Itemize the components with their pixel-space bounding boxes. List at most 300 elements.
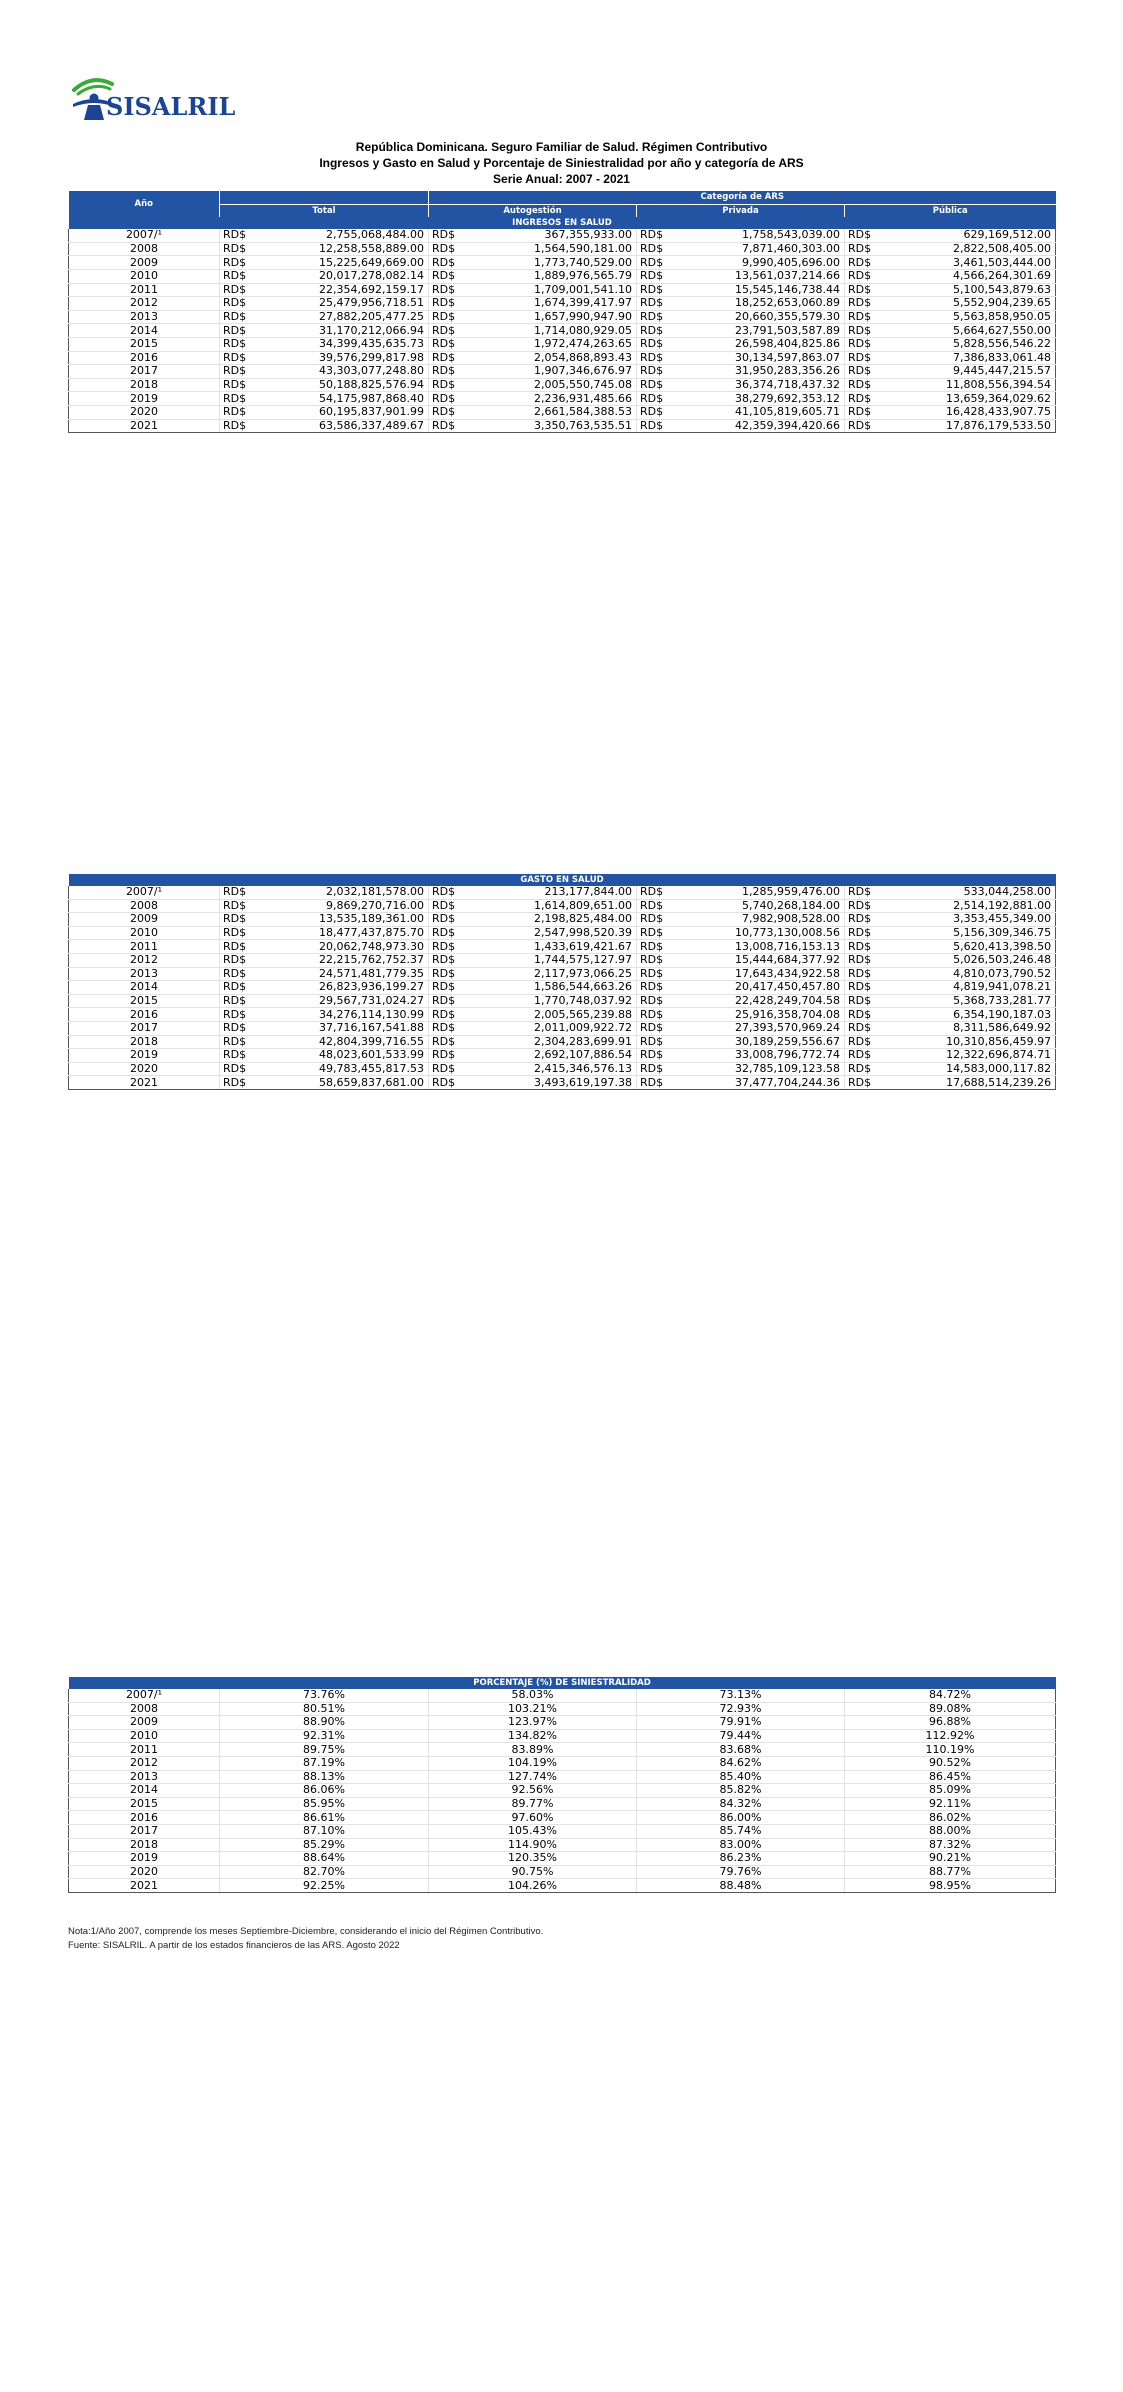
autogestion-cell: 1,586,544,663.26: [471, 981, 637, 995]
year-cell: 2009: [69, 1716, 220, 1730]
autogestion-pct-cell: 103.21%: [429, 1702, 637, 1716]
currency-cell: RD$: [429, 1076, 471, 1090]
year-cell: 2016: [69, 351, 220, 365]
year-cell: 2014: [69, 324, 220, 338]
title-line-1: República Dominicana. Seguro Familiar de Salud. Régimen Contributivo: [355, 140, 768, 154]
autogestion-pct-cell: 134.82%: [429, 1729, 637, 1743]
year-cell: 2013: [69, 1770, 220, 1784]
privada-cell: 30,134,597,863.07: [679, 351, 845, 365]
currency-cell: RD$: [637, 1035, 679, 1049]
table-row: [69, 283, 1056, 297]
autogestion-cell: 1,614,809,651.00: [471, 899, 637, 913]
autogestion-cell: 2,117,973,066.25: [471, 967, 637, 981]
currency-cell: RD$: [429, 1049, 471, 1063]
total-cell: 50,188,825,576.94: [262, 378, 429, 392]
privada-cell: 15,545,146,738.44: [679, 283, 845, 297]
year-cell: 2017: [69, 1824, 220, 1838]
table-row: [69, 1879, 1056, 1893]
table-row: [69, 1824, 1056, 1838]
autogestion-header: Autogestión: [429, 204, 637, 217]
table-row: [69, 953, 1056, 967]
total-cell: 15,225,649,669.00: [262, 256, 429, 270]
table-row: [69, 405, 1056, 419]
currency-cell: RD$: [220, 229, 262, 242]
total-pct-cell: 86.06%: [220, 1784, 429, 1798]
currency-cell: RD$: [637, 337, 679, 351]
table-row: [69, 229, 1056, 242]
total-pct-cell: 92.31%: [220, 1729, 429, 1743]
currency-cell: RD$: [429, 256, 471, 270]
report-title: [68, 139, 1055, 187]
currency-cell: RD$: [845, 926, 887, 940]
table-row: [69, 1770, 1056, 1784]
privada-pct-cell: 86.23%: [637, 1852, 845, 1866]
currency-cell: RD$: [220, 1008, 262, 1022]
currency-cell: RD$: [429, 1008, 471, 1022]
currency-cell: RD$: [637, 899, 679, 913]
currency-cell: RD$: [845, 378, 887, 392]
year-cell: 2016: [69, 1811, 220, 1825]
currency-cell: RD$: [637, 1008, 679, 1022]
publica-pct-cell: 112.92%: [845, 1729, 1056, 1743]
currency-cell: RD$: [845, 1021, 887, 1035]
table-row: [69, 269, 1056, 283]
autogestion-cell: 3,350,763,535.51: [471, 419, 637, 433]
table-row: [69, 242, 1056, 256]
currency-cell: RD$: [845, 967, 887, 981]
ingresos-table: [68, 191, 1056, 433]
currency-cell: RD$: [429, 994, 471, 1008]
currency-cell: RD$: [429, 283, 471, 297]
currency-cell: RD$: [429, 886, 471, 899]
autogestion-cell: 1,674,399,417.97: [471, 297, 637, 311]
currency-cell: RD$: [429, 310, 471, 324]
currency-cell: RD$: [845, 310, 887, 324]
currency-cell: RD$: [220, 392, 262, 406]
table-row: [69, 913, 1056, 927]
privada-cell: 7,982,908,528.00: [679, 913, 845, 927]
currency-cell: RD$: [429, 913, 471, 927]
autogestion-pct-cell: 120.35%: [429, 1852, 637, 1866]
currency-cell: RD$: [845, 1035, 887, 1049]
currency-cell: RD$: [637, 953, 679, 967]
currency-cell: RD$: [429, 419, 471, 433]
currency-cell: RD$: [637, 926, 679, 940]
currency-cell: RD$: [637, 283, 679, 297]
autogestion-pct-cell: 104.26%: [429, 1879, 637, 1893]
total-cell: 43,303,077,248.80: [262, 365, 429, 379]
currency-cell: RD$: [845, 297, 887, 311]
siniestralidad-table: [68, 1677, 1056, 1893]
total-cell: 63,586,337,489.67: [262, 419, 429, 433]
currency-cell: RD$: [220, 899, 262, 913]
publica-pct-cell: 86.02%: [845, 1811, 1056, 1825]
currency-cell: RD$: [220, 886, 262, 899]
note-text: Nota:1/Año 2007, comprende los meses Septiembre-Diciembre, considerando el inicio del Régimen Contributivo.: [68, 1926, 544, 1937]
publica-pct-cell: 85.09%: [845, 1784, 1056, 1798]
table-row: [69, 392, 1056, 406]
table-row: [69, 310, 1056, 324]
currency-cell: RD$: [429, 1021, 471, 1035]
autogestion-cell: 1,714,080,929.05: [471, 324, 637, 338]
table-row: [69, 1689, 1056, 1702]
currency-cell: RD$: [845, 351, 887, 365]
table-row: [69, 337, 1056, 351]
publica-cell: 11,808,556,394.54: [887, 378, 1056, 392]
currency-cell: RD$: [637, 419, 679, 433]
autogestion-cell: 2,236,931,485.66: [471, 392, 637, 406]
table-row: [69, 365, 1056, 379]
privada-cell: 30,189,259,556.67: [679, 1035, 845, 1049]
currency-cell: RD$: [429, 926, 471, 940]
autogestion-pct-cell: 58.03%: [429, 1689, 637, 1702]
publica-pct-cell: 86.45%: [845, 1770, 1056, 1784]
total-pct-cell: 87.19%: [220, 1756, 429, 1770]
currency-cell: RD$: [220, 940, 262, 954]
currency-cell: RD$: [637, 392, 679, 406]
year-cell: 2012: [69, 953, 220, 967]
currency-cell: RD$: [845, 1062, 887, 1076]
total-cell: 60,195,837,901.99: [262, 405, 429, 419]
privada-pct-cell: 85.82%: [637, 1784, 845, 1798]
total-pct-cell: 73.76%: [220, 1689, 429, 1702]
autogestion-cell: 2,415,346,576.13: [471, 1062, 637, 1076]
year-cell: 2009: [69, 913, 220, 927]
year-cell: 2020: [69, 405, 220, 419]
currency-cell: RD$: [637, 1076, 679, 1090]
table-row: [69, 1838, 1056, 1852]
privada-cell: 17,643,434,922.58: [679, 967, 845, 981]
table-row: [69, 1062, 1056, 1076]
currency-cell: RD$: [845, 886, 887, 899]
total-cell: 54,175,987,868.40: [262, 392, 429, 406]
table-row: [69, 1702, 1056, 1716]
table-row: [69, 1852, 1056, 1866]
privada-pct-cell: 86.00%: [637, 1811, 845, 1825]
currency-cell: RD$: [637, 994, 679, 1008]
currency-cell: RD$: [429, 392, 471, 406]
year-cell: 2010: [69, 1729, 220, 1743]
year-cell: 2008: [69, 1702, 220, 1716]
currency-cell: RD$: [845, 899, 887, 913]
publica-cell: 2,822,508,405.00: [887, 242, 1056, 256]
year-cell: 2017: [69, 365, 220, 379]
publica-pct-cell: 96.88%: [845, 1716, 1056, 1730]
year-cell: 2013: [69, 967, 220, 981]
total-cell: 26,823,936,199.27: [262, 981, 429, 995]
table-row: [69, 324, 1056, 338]
table-row: [69, 1716, 1056, 1730]
publica-cell: 17,876,179,533.50: [887, 419, 1056, 433]
total-cell: 13,535,189,361.00: [262, 913, 429, 927]
autogestion-pct-cell: 92.56%: [429, 1784, 637, 1798]
privada-pct-cell: 83.68%: [637, 1743, 845, 1757]
table-row: [69, 926, 1056, 940]
year-cell: 2014: [69, 981, 220, 995]
currency-cell: RD$: [220, 351, 262, 365]
currency-cell: RD$: [845, 229, 887, 242]
year-cell: 2019: [69, 392, 220, 406]
autogestion-cell: 1,744,575,127.97: [471, 953, 637, 967]
year-header: Año: [69, 191, 220, 217]
year-cell: 2014: [69, 1784, 220, 1798]
publica-cell: 3,353,455,349.00: [887, 913, 1056, 927]
currency-cell: RD$: [220, 378, 262, 392]
title-line-2: Ingresos y Gasto en Salud y Porcentaje de Siniestralidad por año y categoría de ARS: [319, 156, 804, 170]
gasto-table: [68, 874, 1056, 1090]
privada-cell: 13,561,037,214.66: [679, 269, 845, 283]
publica-pct-cell: 110.19%: [845, 1743, 1056, 1757]
autogestion-pct-cell: 90.75%: [429, 1865, 637, 1879]
total-cell: 18,477,437,875.70: [262, 926, 429, 940]
publica-pct-cell: 89.08%: [845, 1702, 1056, 1716]
year-cell: 2011: [69, 283, 220, 297]
currency-cell: RD$: [220, 1021, 262, 1035]
privada-pct-cell: 72.93%: [637, 1702, 845, 1716]
privada-header: Privada: [637, 204, 845, 217]
publica-pct-cell: 88.77%: [845, 1865, 1056, 1879]
publica-cell: 5,368,733,281.77: [887, 994, 1056, 1008]
privada-cell: 1,285,959,476.00: [679, 886, 845, 899]
year-cell: 2020: [69, 1062, 220, 1076]
autogestion-cell: 1,709,001,541.10: [471, 283, 637, 297]
currency-cell: RD$: [220, 1035, 262, 1049]
autogestion-cell: 1,564,590,181.00: [471, 242, 637, 256]
privada-cell: 5,740,268,184.00: [679, 899, 845, 913]
publica-cell: 6,354,190,187.03: [887, 1008, 1056, 1022]
currency-cell: RD$: [637, 1062, 679, 1076]
privada-cell: 20,660,355,579.30: [679, 310, 845, 324]
privada-pct-cell: 85.40%: [637, 1770, 845, 1784]
privada-pct-cell: 79.76%: [637, 1865, 845, 1879]
publica-cell: 5,156,309,346.75: [887, 926, 1056, 940]
privada-cell: 36,374,718,437.32: [679, 378, 845, 392]
year-cell: 2007/¹: [69, 886, 220, 899]
autogestion-cell: 1,773,740,529.00: [471, 256, 637, 270]
currency-cell: RD$: [845, 365, 887, 379]
table-row: [69, 297, 1056, 311]
total-pct-cell: 87.10%: [220, 1824, 429, 1838]
table-row: [69, 1021, 1056, 1035]
notes: [68, 1925, 543, 1953]
total-pct-cell: 85.95%: [220, 1797, 429, 1811]
privada-cell: 37,477,704,244.36: [679, 1076, 845, 1090]
table-row: [69, 1797, 1056, 1811]
year-cell: 2008: [69, 242, 220, 256]
currency-cell: RD$: [220, 967, 262, 981]
currency-cell: RD$: [220, 256, 262, 270]
publica-cell: 8,311,586,649.92: [887, 1021, 1056, 1035]
privada-cell: 31,950,283,356.26: [679, 365, 845, 379]
total-cell: 24,571,481,779.35: [262, 967, 429, 981]
publica-cell: 4,566,264,301.69: [887, 269, 1056, 283]
total-pct-cell: 82.70%: [220, 1865, 429, 1879]
publica-cell: 14,583,000,117.82: [887, 1062, 1056, 1076]
autogestion-pct-cell: 127.74%: [429, 1770, 637, 1784]
currency-cell: RD$: [220, 405, 262, 419]
category-header: Categoría de ARS: [429, 191, 1056, 204]
currency-cell: RD$: [429, 337, 471, 351]
privada-pct-cell: 85.74%: [637, 1824, 845, 1838]
table-row: [69, 899, 1056, 913]
privada-cell: 22,428,249,704.58: [679, 994, 845, 1008]
total-cell: 29,567,731,024.27: [262, 994, 429, 1008]
currency-cell: RD$: [845, 283, 887, 297]
currency-cell: RD$: [845, 337, 887, 351]
currency-cell: RD$: [845, 913, 887, 927]
autogestion-pct-cell: 123.97%: [429, 1716, 637, 1730]
currency-cell: RD$: [637, 351, 679, 365]
section-title: GASTO EN SALUD: [69, 874, 1056, 886]
publica-cell: 5,828,556,546.22: [887, 337, 1056, 351]
currency-cell: RD$: [220, 269, 262, 283]
total-cell: 2,032,181,578.00: [262, 886, 429, 899]
year-cell: 2009: [69, 256, 220, 270]
section-title: INGRESOS EN SALUD: [69, 217, 1056, 229]
privada-cell: 7,871,460,303.00: [679, 242, 845, 256]
privada-cell: 18,252,653,060.89: [679, 297, 845, 311]
publica-cell: 5,100,543,879.63: [887, 283, 1056, 297]
currency-cell: RD$: [637, 297, 679, 311]
currency-cell: RD$: [637, 981, 679, 995]
autogestion-cell: 3,493,619,197.38: [471, 1076, 637, 1090]
privada-cell: 33,008,796,772.74: [679, 1049, 845, 1063]
total-cell: 27,882,205,477.25: [262, 310, 429, 324]
autogestion-cell: 1,433,619,421.67: [471, 940, 637, 954]
currency-cell: RD$: [429, 1035, 471, 1049]
total-cell: 49,783,455,817.53: [262, 1062, 429, 1076]
table-row: [69, 1729, 1056, 1743]
privada-cell: 9,990,405,696.00: [679, 256, 845, 270]
currency-cell: RD$: [429, 365, 471, 379]
table-row: [69, 1756, 1056, 1770]
privada-cell: 27,393,570,969.24: [679, 1021, 845, 1035]
total-cell: 37,716,167,541.88: [262, 1021, 429, 1035]
currency-cell: RD$: [637, 886, 679, 899]
currency-cell: RD$: [220, 1062, 262, 1076]
currency-cell: RD$: [429, 981, 471, 995]
autogestion-pct-cell: 89.77%: [429, 1797, 637, 1811]
currency-cell: RD$: [637, 269, 679, 283]
privada-cell: 15,444,684,377.92: [679, 953, 845, 967]
total-cell: 34,399,435,635.73: [262, 337, 429, 351]
total-cell: 31,170,212,066.94: [262, 324, 429, 338]
year-cell: 2015: [69, 1797, 220, 1811]
autogestion-cell: 2,011,009,922.72: [471, 1021, 637, 1035]
currency-cell: RD$: [220, 981, 262, 995]
year-cell: 2015: [69, 994, 220, 1008]
autogestion-cell: 2,692,107,886.54: [471, 1049, 637, 1063]
currency-cell: RD$: [845, 940, 887, 954]
currency-cell: RD$: [637, 365, 679, 379]
year-cell: 2017: [69, 1021, 220, 1035]
currency-cell: RD$: [429, 940, 471, 954]
total-pct-cell: 88.90%: [220, 1716, 429, 1730]
privada-cell: 1,758,543,039.00: [679, 229, 845, 242]
currency-cell: RD$: [845, 1049, 887, 1063]
total-pct-cell: 88.64%: [220, 1852, 429, 1866]
table-row: [69, 886, 1056, 899]
table-row: [69, 351, 1056, 365]
publica-cell: 3,461,503,444.00: [887, 256, 1056, 270]
publica-pct-cell: 92.11%: [845, 1797, 1056, 1811]
currency-cell: RD$: [637, 940, 679, 954]
currency-cell: RD$: [220, 953, 262, 967]
year-cell: 2007/¹: [69, 1689, 220, 1702]
publica-cell: 9,445,447,215.57: [887, 365, 1056, 379]
autogestion-cell: 1,972,474,263.65: [471, 337, 637, 351]
currency-cell: RD$: [429, 242, 471, 256]
publica-pct-cell: 84.72%: [845, 1689, 1056, 1702]
privada-cell: 42,359,394,420.66: [679, 419, 845, 433]
currency-cell: RD$: [845, 256, 887, 270]
currency-cell: RD$: [220, 337, 262, 351]
currency-cell: RD$: [637, 229, 679, 242]
publica-cell: 4,819,941,078.21: [887, 981, 1056, 995]
privada-pct-cell: 79.44%: [637, 1729, 845, 1743]
autogestion-cell: 2,054,868,893.43: [471, 351, 637, 365]
total-pct-cell: 86.61%: [220, 1811, 429, 1825]
currency-cell: RD$: [429, 899, 471, 913]
privada-pct-cell: 84.32%: [637, 1797, 845, 1811]
publica-cell: 4,810,073,790.52: [887, 967, 1056, 981]
currency-cell: RD$: [220, 242, 262, 256]
currency-cell: RD$: [637, 967, 679, 981]
autogestion-cell: 213,177,844.00: [471, 886, 637, 899]
publica-cell: 5,563,858,950.05: [887, 310, 1056, 324]
currency-cell: RD$: [845, 1008, 887, 1022]
currency-cell: RD$: [845, 981, 887, 995]
year-cell: 2016: [69, 1008, 220, 1022]
currency-cell: RD$: [845, 419, 887, 433]
privada-cell: 26,598,404,825.86: [679, 337, 845, 351]
currency-cell: RD$: [845, 994, 887, 1008]
privada-cell: 10,773,130,008.56: [679, 926, 845, 940]
currency-cell: RD$: [429, 351, 471, 365]
currency-cell: RD$: [845, 405, 887, 419]
publica-cell: 13,659,364,029.62: [887, 392, 1056, 406]
year-cell: 2021: [69, 419, 220, 433]
currency-cell: RD$: [220, 324, 262, 338]
currency-cell: RD$: [220, 297, 262, 311]
currency-cell: RD$: [220, 310, 262, 324]
currency-cell: RD$: [429, 405, 471, 419]
currency-cell: RD$: [220, 1049, 262, 1063]
currency-cell: RD$: [845, 953, 887, 967]
privada-cell: 20,417,450,457.80: [679, 981, 845, 995]
year-cell: 2019: [69, 1852, 220, 1866]
year-cell: 2021: [69, 1879, 220, 1893]
currency-cell: RD$: [429, 378, 471, 392]
currency-cell: RD$: [429, 1062, 471, 1076]
publica-cell: 12,322,696,874.71: [887, 1049, 1056, 1063]
total-pct-cell: 88.13%: [220, 1770, 429, 1784]
currency-cell: RD$: [220, 994, 262, 1008]
privada-cell: 32,785,109,123.58: [679, 1062, 845, 1076]
title-line-3: Serie Anual: 2007 - 2021: [493, 172, 630, 186]
year-cell: 2013: [69, 310, 220, 324]
total-pct-cell: 85.29%: [220, 1838, 429, 1852]
currency-cell: RD$: [637, 324, 679, 338]
header-spacer: [220, 191, 429, 204]
year-cell: 2021: [69, 1076, 220, 1090]
table-row: [69, 1008, 1056, 1022]
publica-cell: 629,169,512.00: [887, 229, 1056, 242]
table-row: [69, 1784, 1056, 1798]
autogestion-cell: 2,661,584,388.53: [471, 405, 637, 419]
table-row: [69, 1049, 1056, 1063]
privada-cell: 38,279,692,353.12: [679, 392, 845, 406]
